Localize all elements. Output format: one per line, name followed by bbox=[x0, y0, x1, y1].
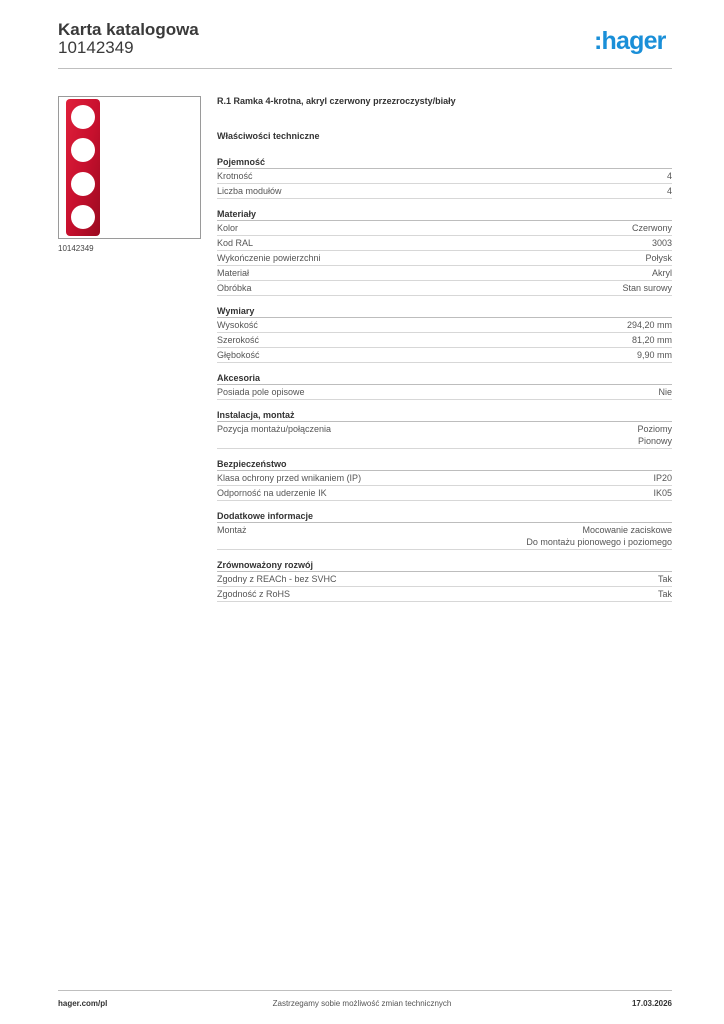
property-value bbox=[526, 524, 672, 548]
section-title: Akcesoria bbox=[217, 372, 672, 385]
property-value-line: 81,20 mm bbox=[631, 335, 672, 345]
product-code-heading: 10142349 bbox=[58, 38, 134, 57]
property-row bbox=[217, 471, 672, 486]
property-value bbox=[632, 334, 672, 346]
property-label: Klasa ochrony przed wnikaniem (IP) bbox=[217, 473, 362, 483]
property-label: Pozycja montażu/połączenia bbox=[217, 424, 332, 434]
socket-opening-3 bbox=[71, 172, 95, 196]
property-value bbox=[658, 573, 672, 585]
property-row bbox=[217, 318, 672, 333]
property-label: Zgodny z REACh - bez SVHC bbox=[217, 574, 337, 584]
property-label: Montaż bbox=[217, 525, 247, 535]
property-label: Materiał bbox=[217, 268, 250, 278]
section-title: Instalacja, montaż bbox=[217, 409, 672, 422]
property-row bbox=[217, 236, 672, 251]
section bbox=[217, 372, 672, 400]
property-label: Szerokość bbox=[217, 335, 260, 345]
property-value bbox=[645, 252, 672, 264]
socket-opening-1 bbox=[71, 105, 95, 129]
property-value-line: Połysk bbox=[645, 253, 672, 263]
section-title: Materiały bbox=[217, 208, 672, 221]
property-value bbox=[658, 386, 672, 398]
section bbox=[217, 510, 672, 550]
property-label: Zgodność z RoHS bbox=[217, 589, 291, 599]
section bbox=[217, 409, 672, 449]
property-value-line: Tak bbox=[657, 589, 672, 599]
property-row bbox=[217, 281, 672, 296]
property-label: Kod RAL bbox=[217, 238, 254, 248]
property-value-line: IP20 bbox=[653, 473, 672, 483]
property-value-line: Nie bbox=[658, 387, 672, 397]
property-value-line: 4 bbox=[666, 186, 672, 196]
property-value-line: Akryl bbox=[652, 268, 672, 278]
properties-table bbox=[217, 156, 672, 611]
property-value bbox=[658, 588, 672, 600]
property-row bbox=[217, 422, 672, 449]
property-value-line: Stan surowy bbox=[622, 283, 672, 293]
footer-website: hager.com/pl bbox=[58, 999, 108, 1008]
property-row bbox=[217, 184, 672, 199]
property-value bbox=[622, 282, 672, 294]
product-image bbox=[58, 96, 201, 239]
header-divider bbox=[58, 68, 672, 69]
property-row bbox=[217, 348, 672, 363]
property-value bbox=[652, 267, 672, 279]
property-row bbox=[217, 251, 672, 266]
logo-text: :hager bbox=[594, 27, 666, 55]
section bbox=[217, 458, 672, 501]
section bbox=[217, 305, 672, 363]
page-title: Karta katalogowa bbox=[58, 20, 199, 39]
section bbox=[217, 208, 672, 296]
property-value-line: IK05 bbox=[653, 488, 672, 498]
property-value-line: 294,20 mm bbox=[626, 320, 672, 330]
property-label: Odporność na uderzenie IK bbox=[217, 488, 327, 498]
property-row bbox=[217, 385, 672, 400]
section bbox=[217, 156, 672, 199]
socket-opening-2 bbox=[71, 138, 95, 162]
section-title: Wymiary bbox=[217, 305, 672, 318]
property-value-line: 4 bbox=[666, 171, 672, 181]
property-label: Obróbka bbox=[217, 283, 252, 293]
property-value-line: 9,90 mm bbox=[636, 350, 672, 360]
frame-image bbox=[59, 97, 200, 238]
property-row bbox=[217, 486, 672, 501]
property-value-line: 3003 bbox=[651, 238, 672, 248]
tech-properties-title: Właściwości techniczne bbox=[217, 131, 320, 141]
product-title: R.1 Ramka 4-krotna, akryl czerwony przezroczysty/biały bbox=[217, 96, 456, 106]
property-label: Wysokość bbox=[217, 320, 258, 330]
property-row bbox=[217, 221, 672, 236]
property-value bbox=[637, 423, 672, 447]
property-value bbox=[637, 349, 672, 361]
section bbox=[217, 559, 672, 602]
property-row bbox=[217, 266, 672, 281]
section-title: Bezpieczeństwo bbox=[217, 458, 672, 471]
property-value-line: Poziomy bbox=[637, 424, 672, 434]
property-value bbox=[652, 237, 672, 249]
property-value bbox=[632, 222, 672, 234]
property-row bbox=[217, 333, 672, 348]
property-label: Głębokość bbox=[217, 350, 260, 360]
property-row bbox=[217, 523, 672, 550]
footer-date: 17.03.2026 bbox=[631, 999, 672, 1008]
section-title: Pojemność bbox=[217, 156, 672, 169]
property-row bbox=[217, 587, 672, 602]
property-value-line: Tak bbox=[657, 574, 672, 584]
property-value bbox=[667, 185, 672, 197]
property-row bbox=[217, 169, 672, 184]
property-label: Krotność bbox=[217, 171, 253, 181]
footer-divider bbox=[58, 990, 672, 991]
section-title: Zrównoważony rozwój bbox=[217, 559, 672, 572]
image-caption-code: 10142349 bbox=[58, 244, 94, 253]
property-value bbox=[653, 487, 672, 499]
property-value bbox=[653, 472, 672, 484]
property-value-line: Czerwony bbox=[631, 223, 672, 233]
section-title: Dodatkowe informacje bbox=[217, 510, 672, 523]
hager-logo bbox=[594, 28, 666, 54]
property-label: Liczba modułów bbox=[217, 186, 282, 196]
property-value-line: Pionowy bbox=[637, 436, 672, 446]
property-label: Kolor bbox=[217, 223, 239, 233]
property-value-line: Do montażu pionowego i poziomego bbox=[526, 537, 672, 547]
socket-opening-4 bbox=[71, 205, 95, 229]
property-value-line: Mocowanie zaciskowe bbox=[582, 525, 672, 535]
property-label: Wykończenie powierzchni bbox=[217, 253, 321, 263]
property-label: Posiada pole opisowe bbox=[217, 387, 305, 397]
property-row bbox=[217, 572, 672, 587]
property-value bbox=[627, 319, 672, 331]
property-value bbox=[667, 170, 672, 182]
footer-disclaimer: Zastrzegamy sobie możliwość zmian technicznych bbox=[272, 999, 452, 1008]
